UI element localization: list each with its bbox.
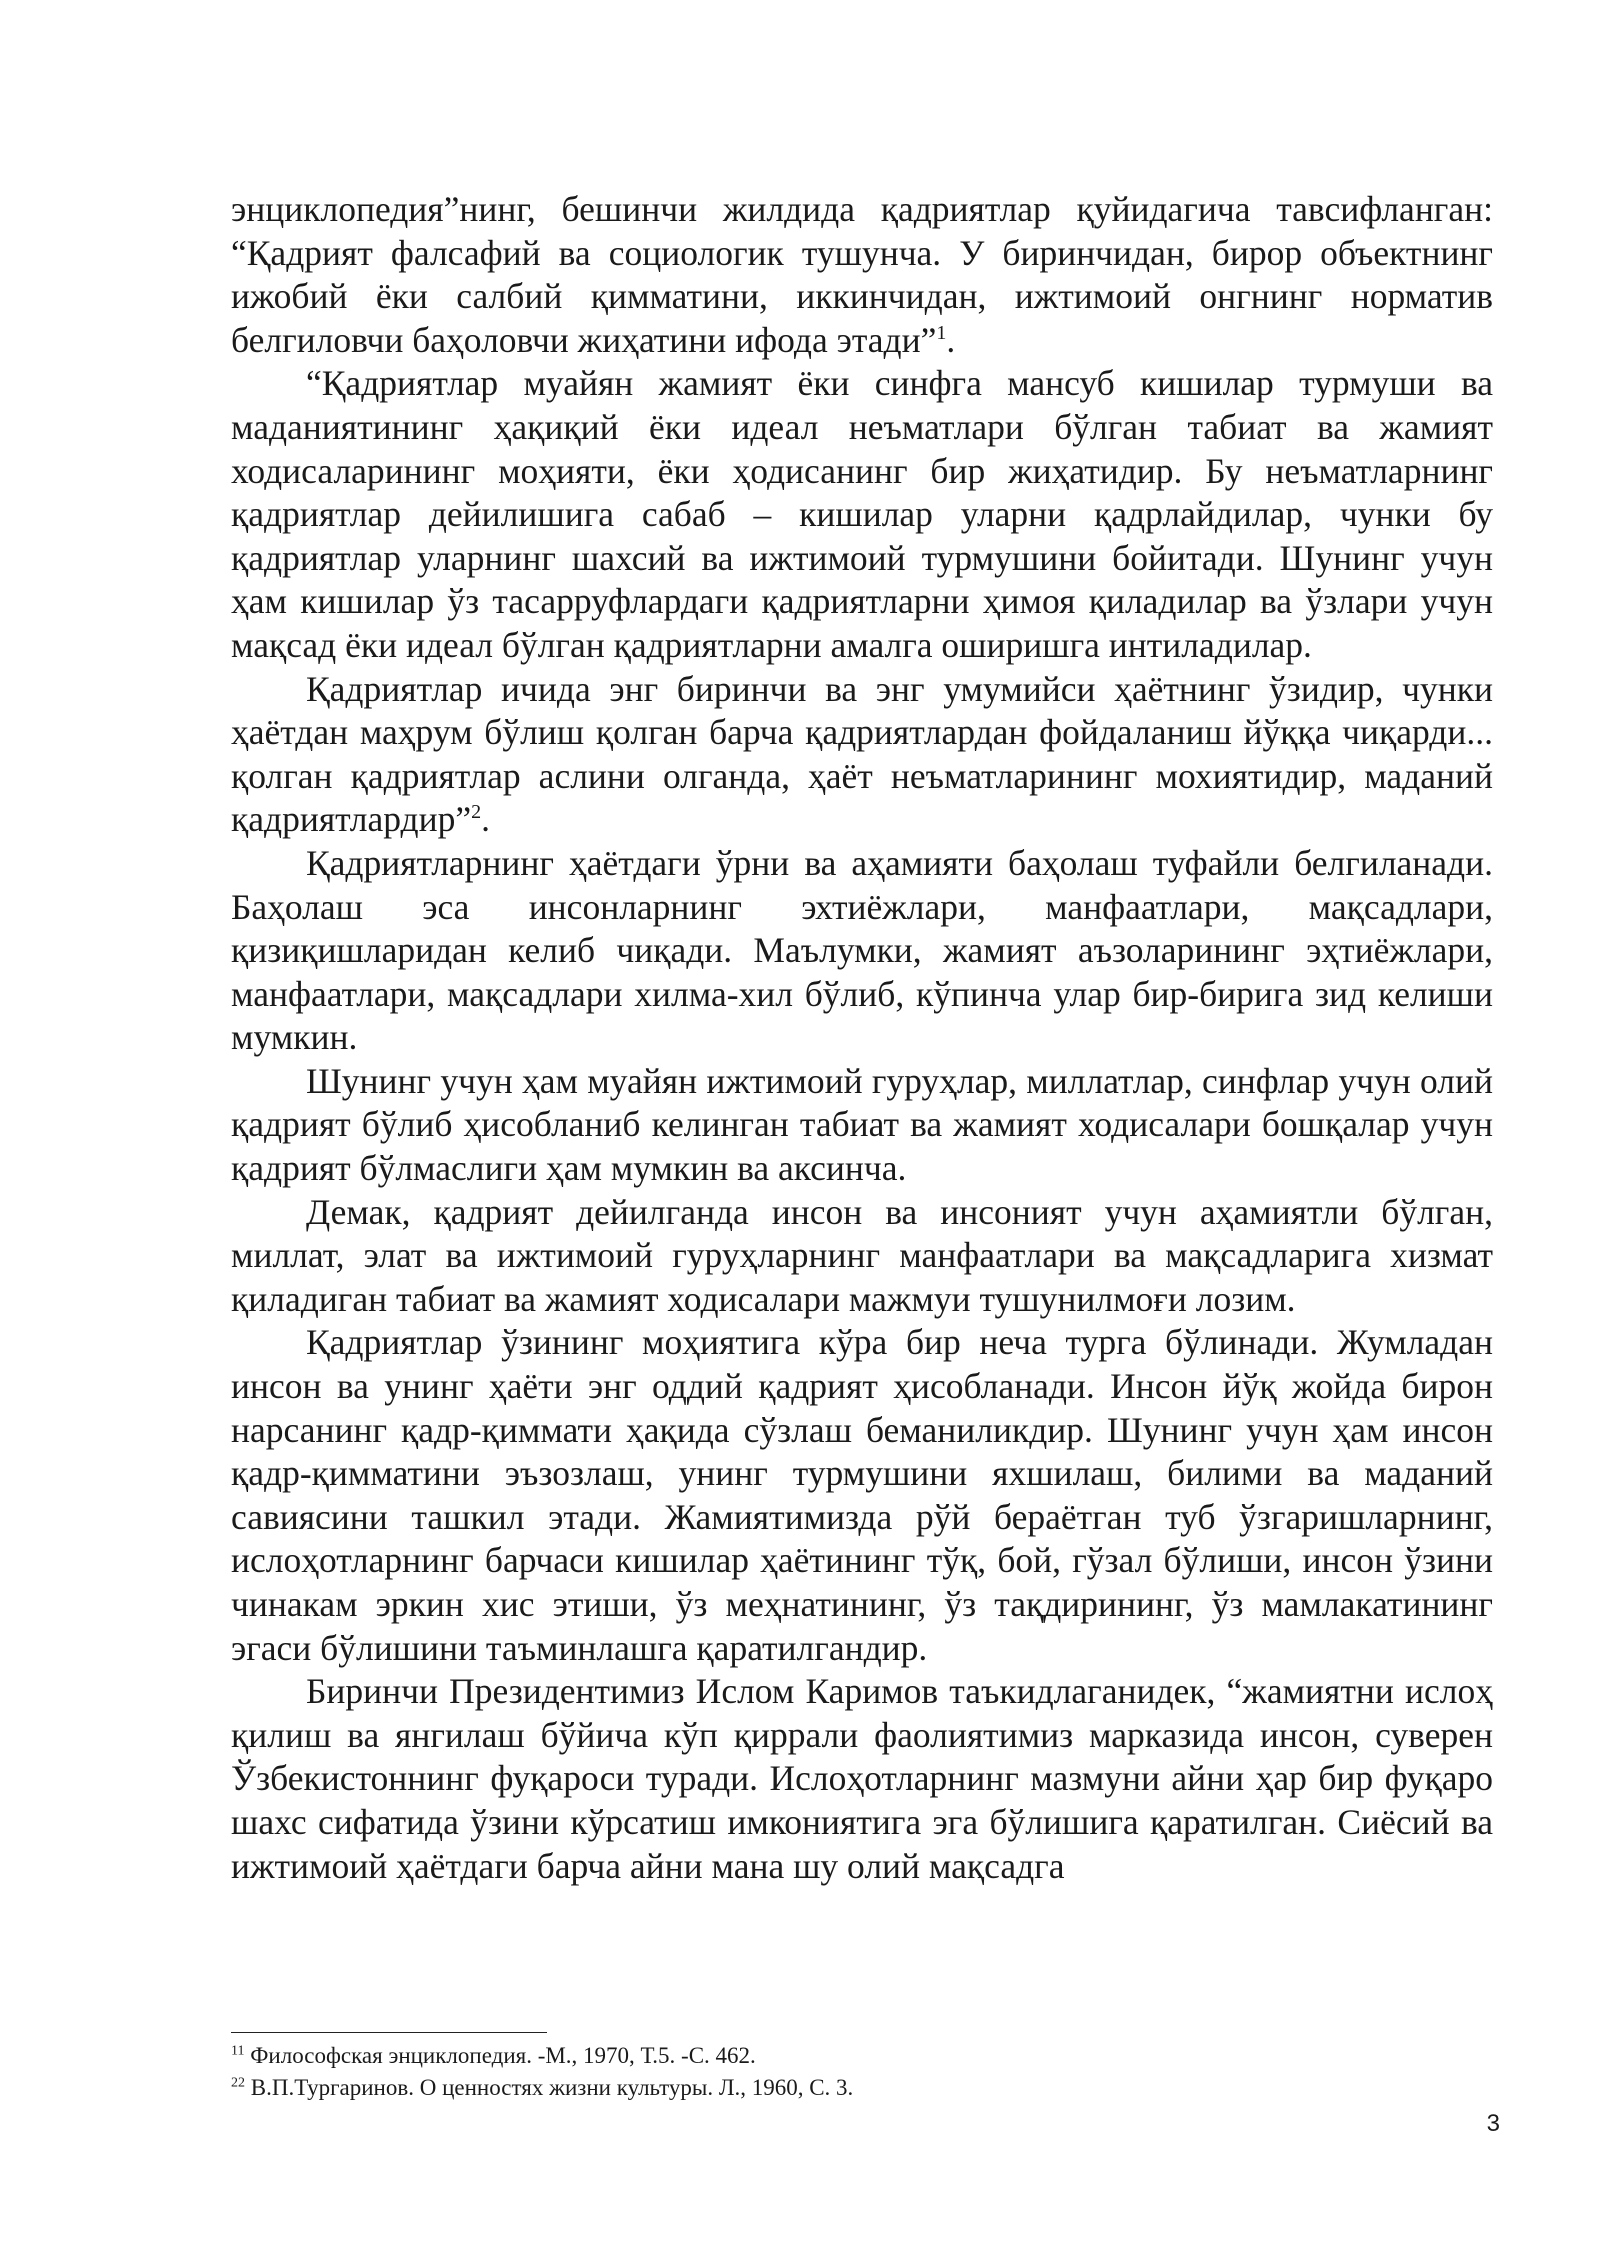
paragraph-text: Шунинг учун ҳам муайян ижтимоий гуруҳлар, миллатлар, синфлар учун олий қадрият бўлиб ҳисобланиб келинган табиат ва жамият ходисалари бошқалар учун қадрият бўлмаслиги ҳам мумкин ва аксинча.	[231, 1060, 1493, 1189]
paragraph-text: Биринчи Президентимиз Ислом Каримов таъкидлаганидек, “жамиятни ислоҳ қилиш ва янгилаш бўйича кўп қиррали фаолиятимиз марказида инсон, суверен Ўзбекистоннинг фуқароси туради. Ислоҳотларнинг мазмуни айни ҳар бир фуқаро шахс сифатида ўзини кўрсатиш имкониятига эга бўлишига қаратилган. Сиёсий ва ижтимоий ҳаётдаги барча айни мана шу олий мақсадга	[231, 1671, 1493, 1886]
paragraph	[231, 1060, 1493, 1191]
paragraph-text: Қадриятларнинг ҳаётдаги ўрни ва аҳамияти баҳолаш туфайли белгиланади. Баҳолаш эса инсонларнинг эхтиёжлари, манфаатлари, мақсадлари, қизиқишларидан келиб чиқади. Маълумки, жамият аъзоларининг эҳтиёжлари, манфаатлари, мақсадлари хилма-хил бўлиб, кўпинча улар бир-бирига зид келиши мумкин.	[231, 842, 1493, 1058]
footnote-text: В.П.Тургаринов. О ценностях жизни культуры. Л., 1960, С. 3.	[245, 2075, 854, 2100]
footnote-reference: 1	[936, 321, 947, 344]
footnote-text: Философская энциклопедия. -М., 1970, Т.5. -С. 462.	[244, 2043, 756, 2068]
footnote	[231, 2040, 1493, 2072]
paragraph-tail: .	[946, 319, 956, 360]
paragraph	[231, 1670, 1493, 1888]
paragraph-text: “Қадриятлар муайян жамият ёки синфга мансуб кишилар турмуши ва маданиятининг ҳақиқий ёки идеал неъматлари бўлган табиат ва жамият ходисаларининг моҳияти, ёки ҳодисанинг бир жиҳатидир. Бу неъматларнинг қадриятлар дейилишига сабаб – кишилар уларни қадрлайдилар, чунки бу қадриятлар уларнинг шахсий ва ижтимоий турмушини бойитади. Шунинг учун ҳам кишилар ўз тасарруфлардаги қадриятларни ҳимоя қиладилар ва ўзлари учун мақсад ёки идеал бўлган қадриятларни амалга оширишга интиладилар.	[231, 363, 1493, 665]
footnote-marker: 11	[231, 2043, 245, 2059]
paragraph	[231, 842, 1493, 1060]
paragraph	[231, 1191, 1493, 1322]
footnote-separator	[231, 2032, 547, 2033]
paragraph	[231, 188, 1493, 362]
paragraph	[231, 362, 1493, 667]
paragraph-text: Демак, қадрият дейилганда инсон ва инсоният учун аҳамиятли бўлган, миллат, элат ва ижтимоий гуруҳларнинг манфаатлари ва мақсадларига хизмат қиладиган табиат ва жамият ходисалари мажмуи тушунилмоғи лозим.	[231, 1191, 1493, 1319]
paragraph-tail: .	[481, 799, 490, 840]
page-number: 3	[1486, 2110, 1500, 2137]
footnote-reference: 2	[471, 801, 482, 824]
paragraph	[231, 1321, 1493, 1670]
footnotes	[231, 2040, 1493, 2104]
footnote-marker: 22	[231, 2075, 245, 2091]
paragraph	[231, 668, 1493, 842]
footnote	[231, 2072, 1493, 2104]
body-text	[231, 188, 1493, 1888]
paragraph-text: Қадриятлар ичида энг биринчи ва энг умумийси ҳаётнинг ўзидир, чунки ҳаётдан маҳрум бўлиш қолган барча қадриятлардан фойдаланиш йўққа чиқарди... қолган қадриятлар аслини олганда, ҳаёт неъматларининг мохиятидир, маданий қадриятлардир”	[231, 668, 1493, 840]
paragraph-text: энциклопедия”нинг, бешинчи жилдида қадриятлар қуйидагича тавсифланган: “Қадрият фалсафий ва социологик тушунча. У биринчидан, бирор объектнинг ижобий ёки салбий қимматини, иккинчидан, ижтимоий онгнинг норматив белгиловчи баҳоловчи жиҳатини ифода этади”	[231, 189, 1493, 360]
paragraph-text: Қадриятлар ўзининг моҳиятига кўра бир неча турга бўлинади. Жумладан инсон ва унинг ҳаёти энг оддий қадрият ҳисобланади. Инсон йўқ жойда бирон нарсанинг қадр-қиммати ҳақида сўзлаш беманиликдир. Шунинг учун ҳам инсон қадр-қимматини эъзозлаш, унинг турмушини яхшилаш, билими ва маданий савиясини ташкил этади. Жамиятимизда рўй бераётган туб ўзгаришларнинг, ислоҳотларнинг барчаси кишилар ҳаётининг тўқ, бой, гўзал бўлиши, инсон ўзини чинакам эркин хис этиши, ўз меҳнатининг, ўз тақдирининг, ўз мамлакатининг эгаси бўлишини таъминлашга қаратилгандир.	[231, 1322, 1493, 1668]
